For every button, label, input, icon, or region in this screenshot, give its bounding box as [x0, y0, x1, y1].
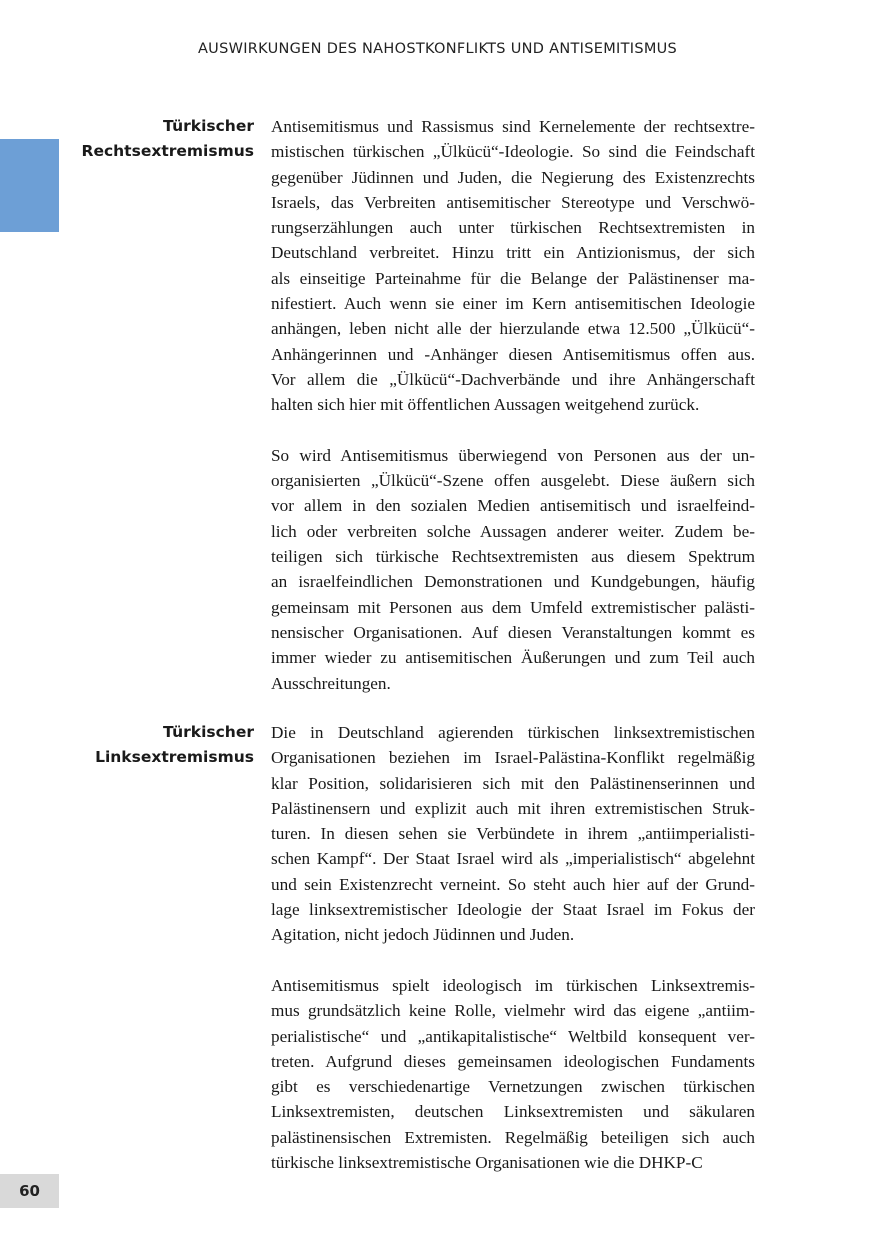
text-line: anhängen, leben nicht alle der hierzulande etwa 12.500 „Ülkücü“- — [271, 319, 755, 339]
running-head-title: AUSWIRKUNGEN DES NAHOSTKONFLIKTS UND ANTISEMITISMUS — [197, 41, 678, 57]
text-line: Palästinensern und explizit auch mit ihren extremistischen Struk- — [271, 798, 755, 818]
text-line: Israels, das Verbreiten antisemitischer Stereotype und Verschwö- — [271, 192, 755, 212]
text-line: Antisemitismus spielt ideologisch im türkischen Linksextremis- — [271, 975, 755, 995]
marginal-heading — [60, 720, 254, 771]
text-line: lage linksextremistischer Ideologie der Staat Israel im Fokus der — [271, 900, 755, 920]
page-number: 60 — [0, 1174, 59, 1208]
text-line: lich oder verbreiten solche Aussagen anderer weiter. Zudem be- — [271, 521, 755, 541]
text-line: mus grundsätzlich keine Rolle, vielmehr wird das eigene „antiim- — [271, 1001, 755, 1021]
text-line: Antisemitismus und Rassismus sind Kernelemente der rechtsextre- — [271, 117, 755, 136]
marginal-heading-line2: Rechtsextremismus — [81, 142, 254, 161]
text-line: und sein Existenzrecht verneint. So steht auch hier auf der Grund- — [271, 874, 755, 894]
paragraph — [271, 114, 755, 418]
text-line: Vor allem die „Ülkücü“-Dachverbände und ihre Anhängerschaft — [271, 369, 755, 389]
body-text-block — [271, 720, 755, 1201]
text-line: als einseitige Parteinahme für die Belange der Palästinenser ma- — [271, 268, 755, 288]
paragraph — [271, 443, 755, 696]
paragraph — [271, 720, 755, 948]
text-line: turen. In diesen sehen sie Verbündete in ihrem „antiimperialisti- — [271, 824, 755, 844]
text-line: organisierten „Ülkücü“-Szene offen ausgelebt. Diese äußern sich — [271, 471, 755, 491]
text-line: gegenüber Jüdinnen und Juden, die Negierung des Existenzrechts — [271, 167, 755, 187]
text-line: immer wieder zu antisemitischen Äußerungen und zum Teil auch — [271, 648, 755, 668]
text-line: Agitation, nicht jedoch Jüdinnen und Juden. — [271, 925, 575, 945]
text-line: türkische linksextremistische Organisationen wie die DHKP-C — [271, 1153, 703, 1173]
text-line: Linksextremisten, deutschen Linksextremisten und säkularen — [271, 1102, 755, 1122]
text-line: So wird Antisemitismus überwiegend von Personen aus der un- — [271, 445, 755, 465]
marginal-heading-line1: Türkischer — [162, 117, 254, 135]
text-line: gibt es verschiedenartige Vernetzungen zwischen türkischen — [271, 1077, 755, 1097]
text-line: Organisationen beziehen im Israel-Palästina-Konflikt regelmäßig — [271, 748, 755, 768]
text-line: Ausschreitungen. — [271, 673, 391, 693]
chapter-color-tab — [0, 139, 59, 232]
text-line: palästinensischen Extremisten. Regelmäßig beteiligen sich auch — [271, 1127, 755, 1147]
text-line: rungserzählungen auch unter türkischen Rechtsextremisten in — [271, 218, 755, 238]
text-line: Die in Deutschland agierenden türkischen linksextremistischen — [271, 723, 755, 742]
marginal-heading-line2: Linksextremismus — [95, 748, 254, 767]
text-line: halten sich hier mit öffentlichen Aussagen weitgehend zurück. — [271, 395, 700, 415]
body-text-block — [271, 114, 755, 721]
text-line: perialistische“ und „antikapitalistische“ Weltbild konsequent ver- — [271, 1026, 755, 1046]
text-line: Deutschland verbreitet. Hinzu tritt ein Antizionismus, der sich — [271, 243, 755, 263]
paragraph — [271, 973, 755, 1175]
text-line: teiligen sich türkische Rechtsextremisten aus diesem Spektrum — [271, 547, 755, 567]
marginal-heading — [60, 114, 254, 165]
text-line: nensischer Organisationen. Auf diesen Veranstaltungen kommt es — [271, 622, 755, 642]
text-line: Anhängerinnen und -Anhänger diesen Antisemitismus offen aus. — [271, 344, 755, 364]
text-line: klar Position, solidarisieren sich mit den Palästinenserinnen und — [271, 773, 755, 793]
text-line: nifestiert. Auch wenn sie einer im Kern antisemitischen Ideologie — [271, 294, 755, 314]
text-line: an israelfeindlichen Demonstrationen und Kundgebungen, häufig — [271, 572, 755, 592]
text-line: mistischen türkischen „Ülkücü“-Ideologie. So sind die Feindschaft — [271, 142, 755, 162]
text-line: vor allem in den sozialen Medien antisemitisch und israelfeind- — [271, 496, 755, 516]
text-line: schen Kampf“. Der Staat Israel wird als „imperialistisch“ abgelehnt — [271, 849, 755, 869]
text-line: treten. Aufgrund dieses gemeinsamen ideologischen Fundaments — [271, 1051, 755, 1071]
marginal-heading-line1: Türkischer — [162, 723, 254, 741]
text-line: gemeinsam mit Personen aus dem Umfeld extremistischer palästi- — [271, 597, 755, 617]
